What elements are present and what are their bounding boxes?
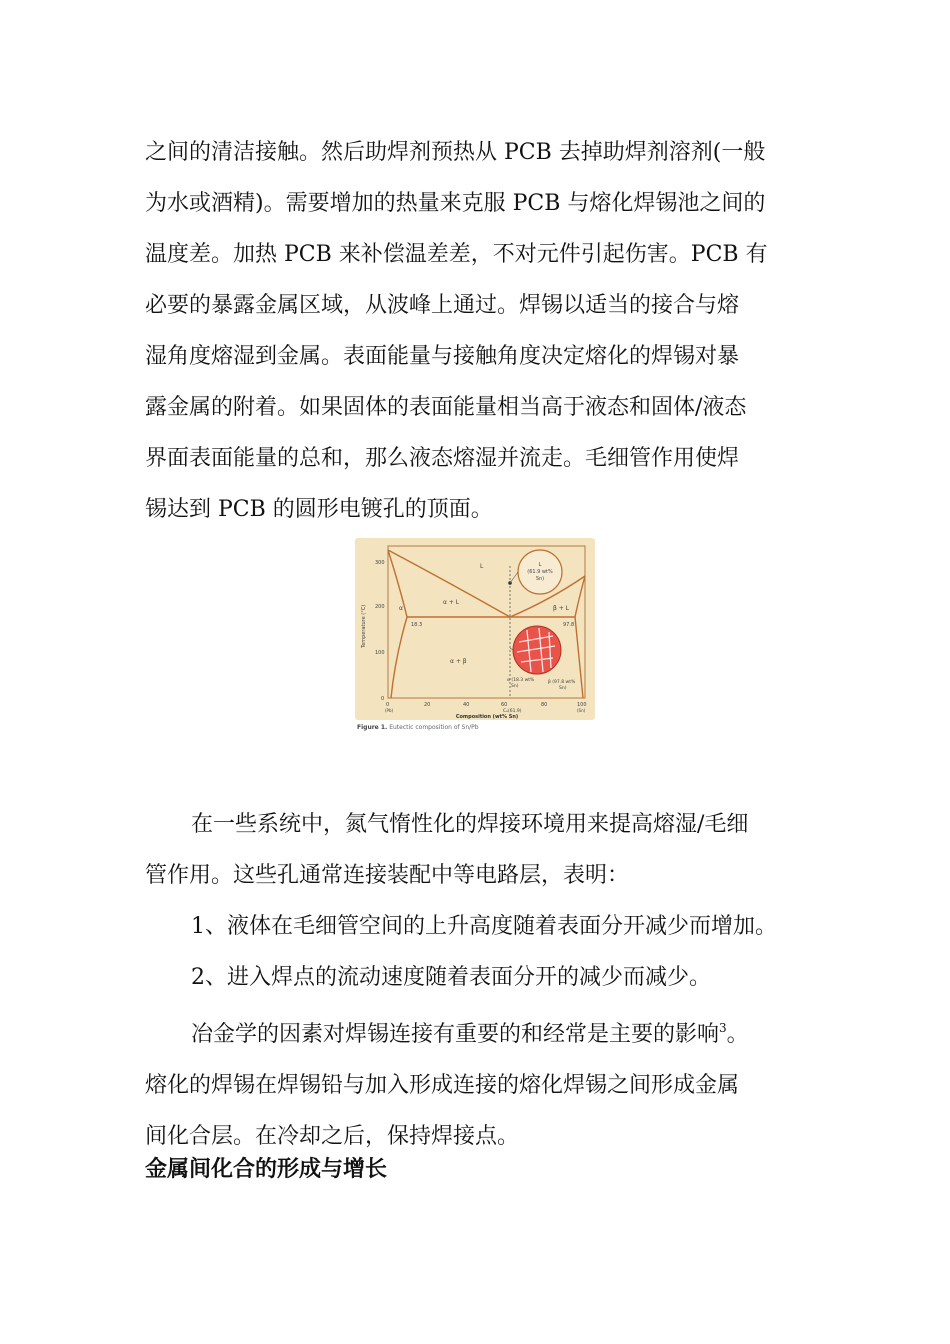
list-item: 1、液体在毛细管空间的上升高度随着表面分开减少而增加。	[191, 914, 777, 939]
eutectic-right-label: 97.8	[563, 622, 575, 628]
paragraph-nitrogen	[145, 799, 810, 1162]
paragraph-wave-soldering	[145, 127, 810, 535]
x-tick-100: 100	[577, 702, 587, 708]
region-label-alpha: α	[399, 605, 403, 612]
region-label-alpha-liquid: α + L	[443, 599, 460, 606]
region-label-alpha-beta: α + β	[450, 658, 467, 665]
text-line: 管作用。这些孔通常连接装配中等电路层，表明：	[145, 863, 630, 888]
text-segment: 。	[726, 1022, 749, 1047]
text-line: 间化合层。在冷却之后，保持焊接点。	[145, 1124, 520, 1149]
text-line: 为水或酒精)。需要增加的热量来克服 PCB 与熔化焊锡池之间的	[145, 191, 766, 216]
text-line: 湿角度熔湿到金属。表面能量与接触角度决定熔化的焊锡对暴	[145, 344, 740, 369]
solvus-right	[575, 617, 583, 698]
text-line: 熔化的焊锡在焊锡铅与加入形成连接的熔化焊锡之间形成金属	[145, 1073, 740, 1098]
solvus-left	[391, 617, 407, 698]
figure-caption-text: Eutectic composition of Sn/Pb	[387, 724, 479, 731]
x-tick-80: 80	[541, 702, 548, 708]
eutectic-microstructure-circle	[513, 626, 561, 674]
region-label-liquid: L	[480, 563, 484, 570]
list-item: 2、进入焊点的流动速度随着表面分开的减少而减少。	[191, 965, 711, 990]
liquid-callout-text-2: (61.9 wt%	[527, 569, 553, 575]
alpha-callout-text-1: α (18.3 wt%	[507, 678, 535, 683]
text-line: 必要的暴露金属区域，从波峰上通过。焊锡以适当的接合与熔	[145, 293, 740, 318]
section-heading: 金属间化合的形成与增长	[145, 1157, 388, 1182]
text-line: 之间的清洁接触。然后助焊剂预热从 PCB 去掉助焊剂溶剂(一般	[145, 140, 766, 165]
text-line: 锡达到 PCB 的圆形电镀孔的顶面。	[145, 497, 493, 522]
text-line: 在一些系统中，氮气惰性化的焊接环境用来提高熔湿/毛细	[191, 812, 749, 837]
callout-leader	[510, 572, 518, 583]
eutectic-left-label: 18.3	[411, 622, 423, 628]
region-label-beta-liquid: β + L	[553, 605, 570, 612]
text-line	[145, 1003, 810, 1060]
liquidus-left	[388, 550, 510, 617]
y-axis-label: Temperature (°C)	[361, 604, 367, 648]
y-tick-100: 100	[375, 650, 385, 656]
eutectic-composition-marker: Cₑ(61.9)	[503, 709, 522, 714]
figure-panel	[355, 538, 595, 720]
citation-superscript: 3	[719, 1021, 727, 1035]
x-tick-20: 20	[424, 702, 431, 708]
x-tick-0: 0	[386, 702, 390, 708]
alpha-callout-text-2: Sn)	[511, 684, 519, 689]
solidus-left	[388, 550, 407, 617]
x-tick-40: 40	[463, 702, 470, 708]
x-end-left: (Pb)	[385, 708, 394, 713]
liquid-callout-text-1: L	[538, 562, 542, 568]
x-axis-label: Composition (wt% Sn)	[455, 714, 519, 720]
beta-callout-text-1: β (97.8 wt%	[548, 680, 576, 685]
x-end-right: (Sn)	[577, 708, 586, 713]
beta-callout-text-2: Sn)	[559, 686, 567, 691]
figure-caption	[357, 724, 479, 731]
figure-caption-label: Figure 1.	[357, 724, 388, 731]
text-line: 露金属的附着。如果固体的表面能量相当高于液态和固体/液态	[145, 395, 747, 420]
text-segment: 冶金学的因素对焊锡连接有重要的和经常是主要的影响	[191, 1022, 720, 1047]
y-tick-300: 300	[375, 560, 385, 566]
text-line: 温度差。加热 PCB 来补偿温差差，不对元件引起伤害。PCB 有	[145, 242, 768, 267]
phase-diagram-figure	[355, 538, 595, 736]
liquid-callout-text-3: Sn)	[535, 576, 545, 582]
y-tick-0: 0	[381, 696, 385, 702]
y-tick-200: 200	[375, 604, 385, 610]
phase-diagram-svg	[355, 538, 595, 720]
text-line: 界面表面能量的总和，那么液态熔湿并流走。毛细管作用使焊	[145, 446, 740, 471]
x-tick-60: 60	[501, 702, 508, 708]
